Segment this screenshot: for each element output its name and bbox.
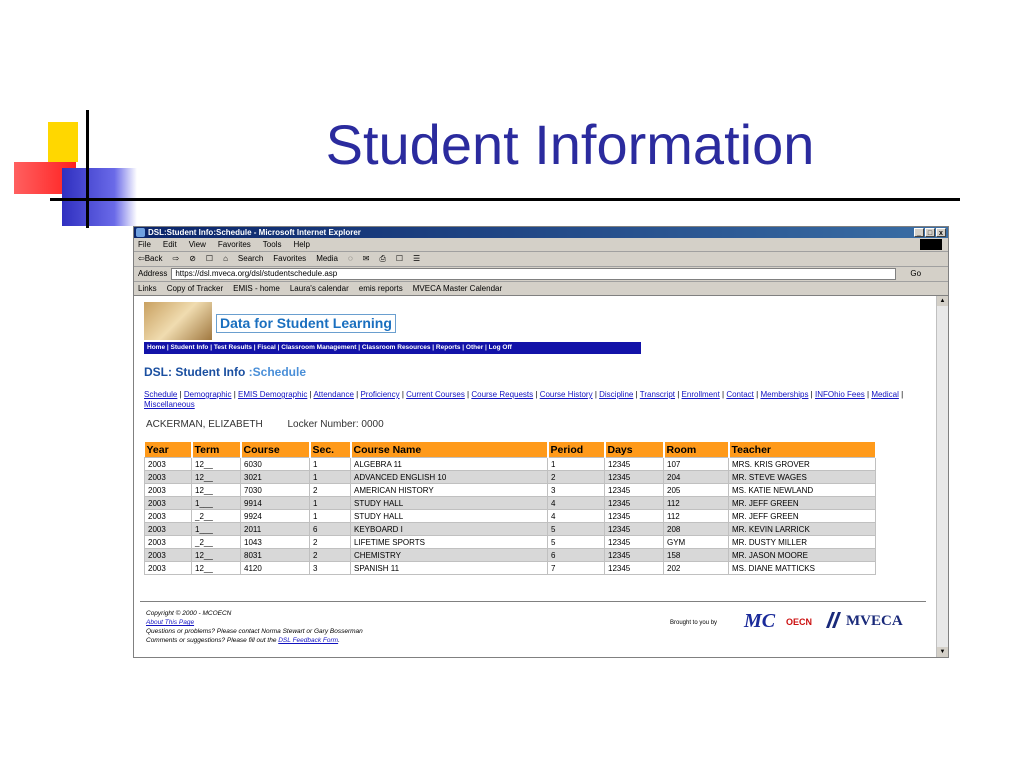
mveca-logo: MVECA <box>846 613 903 629</box>
table-cell: 205 <box>664 484 729 497</box>
table-cell: 6 <box>310 523 351 536</box>
table-cell: 4120 <box>241 562 310 575</box>
schedule-header-row <box>145 442 876 458</box>
close-button[interactable]: x <box>936 228 946 237</box>
table-cell: 9914 <box>241 497 310 510</box>
link-copy-of-tracker[interactable]: Copy of Tracker <box>166 284 224 293</box>
link-separator: | <box>592 390 600 399</box>
go-button[interactable]: Go <box>910 269 922 278</box>
deco-horizontal-line <box>50 198 960 201</box>
table-cell: CHEMISTRY <box>351 549 548 562</box>
table-cell: MR. JEFF GREEN <box>729 510 876 523</box>
table-cell: 12__ <box>192 458 241 471</box>
column-header-room: Room <box>664 442 729 458</box>
table-cell: 1 <box>310 471 351 484</box>
scroll-up-arrow-icon[interactable]: ▲ <box>937 296 948 306</box>
info-link-course-requests[interactable]: Course Requests <box>471 390 534 399</box>
table-cell: 107 <box>664 458 729 471</box>
link-separator: | <box>353 390 361 399</box>
info-link-schedule[interactable]: Schedule <box>144 390 178 399</box>
table-cell: 2 <box>310 549 351 562</box>
table-cell: MR. JEFF GREEN <box>729 497 876 510</box>
table-cell: 12345 <box>605 497 664 510</box>
table-cell: 4 <box>548 497 605 510</box>
table-cell: STUDY HALL <box>351 510 548 523</box>
table-cell: MRS. KRIS GROVER <box>729 458 876 471</box>
search-button[interactable]: Search <box>237 254 264 263</box>
table-cell: ADVANCED ENGLISH 10 <box>351 471 548 484</box>
mc-logo: MC <box>744 610 776 632</box>
section-title-sub: :Schedule <box>248 365 307 379</box>
link-separator: | <box>533 390 540 399</box>
table-cell: 204 <box>664 471 729 484</box>
link-mveca-calendar[interactable]: MVECA Master Calendar <box>412 284 503 293</box>
footer-comments-text: Comments or suggestions? Please fill out the <box>146 637 279 644</box>
info-link-enrollment[interactable]: Enrollment <box>681 390 720 399</box>
table-cell: MR. STEVE WAGES <box>729 471 876 484</box>
table-cell: 1043 <box>241 536 310 549</box>
info-link-emis-demographic[interactable]: EMIS Demographic <box>238 390 308 399</box>
menu-bar <box>134 238 948 252</box>
table-cell: KEYBOARD I <box>351 523 548 536</box>
table-cell: 12__ <box>192 549 241 562</box>
brought-to-you-label: Brought to you by <box>670 620 718 626</box>
menu-edit[interactable]: Edit <box>162 240 177 249</box>
table-cell: ALGEBRA 11 <box>351 458 548 471</box>
page-footer <box>146 609 363 645</box>
table-cell: 202 <box>664 562 729 575</box>
info-link-contact[interactable]: Contact <box>726 390 754 399</box>
table-row <box>145 510 876 523</box>
column-header-course-name: Course Name <box>351 442 548 458</box>
table-cell: 1 <box>310 510 351 523</box>
table-cell: SPANISH 11 <box>351 562 548 575</box>
column-header-days: Days <box>605 442 664 458</box>
table-cell: 2003 <box>145 536 192 549</box>
table-cell: 2003 <box>145 484 192 497</box>
info-link-memberships[interactable]: Memberships <box>760 390 809 399</box>
table-cell: STUDY HALL <box>351 497 548 510</box>
banner-text: Data for Student Learning <box>216 314 396 333</box>
menu-file[interactable]: File <box>138 240 151 249</box>
link-separator: | <box>864 390 872 399</box>
student-name: ACKERMAN, ELIZABETH <box>146 419 263 430</box>
table-cell: 158 <box>664 549 729 562</box>
table-row <box>145 484 876 497</box>
column-header-course: Course <box>241 442 310 458</box>
table-cell: MR. DUSTY MILLER <box>729 536 876 549</box>
table-cell: 6 <box>548 549 605 562</box>
table-cell: MR. KEVIN LARRICK <box>729 523 876 536</box>
link-separator: | <box>177 390 184 399</box>
footer-copyright: Copyright © 2000 - MCOECN <box>146 610 232 617</box>
menu-view[interactable]: View <box>188 240 206 249</box>
table-cell: 12345 <box>605 458 664 471</box>
table-cell: 9924 <box>241 510 310 523</box>
table-cell: 12345 <box>605 523 664 536</box>
table-cell: 3 <box>310 562 351 575</box>
section-title <box>144 365 306 379</box>
table-cell: 3021 <box>241 471 310 484</box>
table-row <box>145 549 876 562</box>
schedule-table <box>144 442 877 575</box>
table-cell: _2__ <box>192 536 241 549</box>
table-cell: 2003 <box>145 497 192 510</box>
mail-button[interactable]: ✉ <box>362 254 370 263</box>
banner-image <box>144 302 212 340</box>
footer-comments-end: . <box>338 637 340 644</box>
stop-button[interactable]: ⊘ <box>189 254 196 263</box>
mveca-mark-icon <box>824 611 844 629</box>
table-row <box>145 536 876 549</box>
link-lauras-calendar[interactable]: Laura's calendar <box>289 284 349 293</box>
address-label: Address <box>138 269 168 278</box>
table-cell: 7 <box>548 562 605 575</box>
table-cell: 12345 <box>605 536 664 549</box>
deco-vertical-line <box>86 110 89 228</box>
table-cell: 2003 <box>145 458 192 471</box>
info-link-miscellaneous[interactable]: Miscellaneous <box>144 400 195 409</box>
deco-blue-square <box>62 168 137 226</box>
link-separator: | <box>753 390 761 399</box>
table-cell: 12345 <box>605 562 664 575</box>
table-cell: 2003 <box>145 523 192 536</box>
print-button[interactable]: ⎙ <box>379 254 386 263</box>
minimize-button[interactable]: _ <box>914 228 924 237</box>
media-button[interactable]: Media <box>316 254 338 263</box>
table-cell: 12345 <box>605 471 664 484</box>
table-cell: 2 <box>310 536 351 549</box>
back-button[interactable]: ⇦Back <box>138 254 163 263</box>
info-link-proficiency[interactable]: Proficiency <box>360 390 400 399</box>
table-cell: GYM <box>664 536 729 549</box>
window-titlebar <box>134 227 948 238</box>
links-label: Links <box>138 284 157 293</box>
link-separator: | <box>464 390 472 399</box>
table-cell: 1___ <box>192 497 241 510</box>
student-line <box>146 419 406 430</box>
table-cell: AMERICAN HISTORY <box>351 484 548 497</box>
history-button[interactable]: ◌ <box>347 254 353 263</box>
window-title: DSL:Student Info:Schedule - Microsoft Internet Explorer <box>148 228 361 237</box>
footer-comments <box>146 636 363 645</box>
slide-title: Student Information <box>325 113 815 176</box>
table-cell: 112 <box>664 497 729 510</box>
link-emis-reports[interactable]: emis reports <box>358 284 403 293</box>
favorites-button[interactable]: Favorites <box>273 254 307 263</box>
table-cell: 8031 <box>241 549 310 562</box>
link-separator: | <box>898 390 904 399</box>
windows-logo-icon <box>920 239 942 250</box>
ie-icon <box>136 228 145 237</box>
column-header-term: Term <box>192 442 241 458</box>
table-cell: 12345 <box>605 484 664 497</box>
link-separator: | <box>675 390 682 399</box>
table-cell: 6030 <box>241 458 310 471</box>
table-cell: MR. JASON MOORE <box>729 549 876 562</box>
link-separator: | <box>307 390 314 399</box>
table-cell: 2 <box>548 471 605 484</box>
site-navbar[interactable]: Home | Student Info | Test Results | Fiscal | Classroom Management | Classroom Resources | Reports | Other | Log Off <box>144 342 641 354</box>
table-cell: 12345 <box>605 549 664 562</box>
link-separator: | <box>633 390 640 399</box>
table-cell: MS. KATIE NEWLAND <box>729 484 876 497</box>
student-info-links <box>144 390 924 410</box>
column-header-sec-: Sec. <box>310 442 351 458</box>
table-cell: 1___ <box>192 523 241 536</box>
table-cell: 12__ <box>192 562 241 575</box>
vertical-scrollbar[interactable] <box>936 296 948 657</box>
about-page-link[interactable]: About This Page <box>146 619 195 626</box>
oecn-logo: OECN <box>786 617 813 627</box>
table-cell: 2003 <box>145 562 192 575</box>
address-field[interactable]: https://dsl.mveca.org/dsl/studentschedule.asp <box>171 268 896 280</box>
table-cell: _2__ <box>192 510 241 523</box>
link-separator: | <box>808 390 815 399</box>
info-link-discipline[interactable]: Discipline <box>599 390 634 399</box>
footer-divider <box>140 601 926 602</box>
site-banner <box>144 302 456 340</box>
table-cell: 7030 <box>241 484 310 497</box>
info-link-medical[interactable]: Medical <box>871 390 899 399</box>
info-link-infohio-fees[interactable]: INFOhio Fees <box>814 390 865 399</box>
info-link-transcript[interactable]: Transcript <box>639 390 676 399</box>
column-header-teacher: Teacher <box>729 442 876 458</box>
footer-questions: Questions or problems? Please contact Norma Stewart or Gary Bosserman <box>146 628 363 635</box>
edit-button[interactable]: ☐ <box>395 254 404 263</box>
discuss-button[interactable]: ☰ <box>413 254 421 263</box>
table-row <box>145 458 876 471</box>
table-cell: 2003 <box>145 471 192 484</box>
table-cell: 2003 <box>145 549 192 562</box>
table-cell: 3 <box>548 484 605 497</box>
refresh-button[interactable]: ☐ <box>205 254 214 263</box>
deco-yellow-square <box>48 122 78 162</box>
info-link-attendance[interactable]: Attendance <box>313 390 354 399</box>
menu-favorites[interactable]: Favorites <box>217 240 251 249</box>
feedback-form-link[interactable]: DSL Feedback Form <box>278 637 339 644</box>
column-header-year: Year <box>145 442 192 458</box>
menu-help[interactable]: Help <box>293 240 310 249</box>
table-cell: 1 <box>310 497 351 510</box>
locker-number: Locker Number: 0000 <box>287 419 384 430</box>
table-cell: MS. DIANE MATTICKS <box>729 562 876 575</box>
table-cell: 2003 <box>145 510 192 523</box>
scroll-down-arrow-icon[interactable]: ▼ <box>937 647 948 657</box>
table-cell: LIFETIME SPORTS <box>351 536 548 549</box>
section-title-main: DSL: Student Info <box>144 365 246 379</box>
table-cell: 112 <box>664 510 729 523</box>
link-separator: | <box>399 390 407 399</box>
table-row <box>145 497 876 510</box>
address-bar <box>134 267 948 282</box>
table-row <box>145 471 876 484</box>
info-link-demographic[interactable]: Demographic <box>183 390 232 399</box>
table-row <box>145 523 876 536</box>
home-button[interactable]: ⌂ <box>223 254 228 263</box>
table-cell: 12345 <box>605 510 664 523</box>
table-cell: 12__ <box>192 471 241 484</box>
table-cell: 2 <box>310 484 351 497</box>
table-cell: 1 <box>548 458 605 471</box>
table-cell: 2011 <box>241 523 310 536</box>
browser-window <box>133 226 949 658</box>
menu-tools[interactable]: Tools <box>262 240 282 249</box>
page-viewport <box>134 296 936 657</box>
link-emis-home[interactable]: EMIS - home <box>233 284 280 293</box>
info-link-course-history[interactable]: Course History <box>539 390 593 399</box>
maximize-button[interactable]: □ <box>925 228 935 237</box>
table-cell: 4 <box>548 510 605 523</box>
forward-button[interactable]: ⇨ <box>172 254 180 263</box>
table-cell: 12__ <box>192 484 241 497</box>
table-cell: 5 <box>548 523 605 536</box>
table-cell: 208 <box>664 523 729 536</box>
info-link-current-courses[interactable]: Current Courses <box>406 390 465 399</box>
toolbar <box>134 252 948 267</box>
table-cell: 1 <box>310 458 351 471</box>
table-row <box>145 562 876 575</box>
link-separator: | <box>719 390 727 399</box>
table-cell: 5 <box>548 536 605 549</box>
link-separator: | <box>231 390 238 399</box>
column-header-period: Period <box>548 442 605 458</box>
links-bar <box>134 282 948 296</box>
